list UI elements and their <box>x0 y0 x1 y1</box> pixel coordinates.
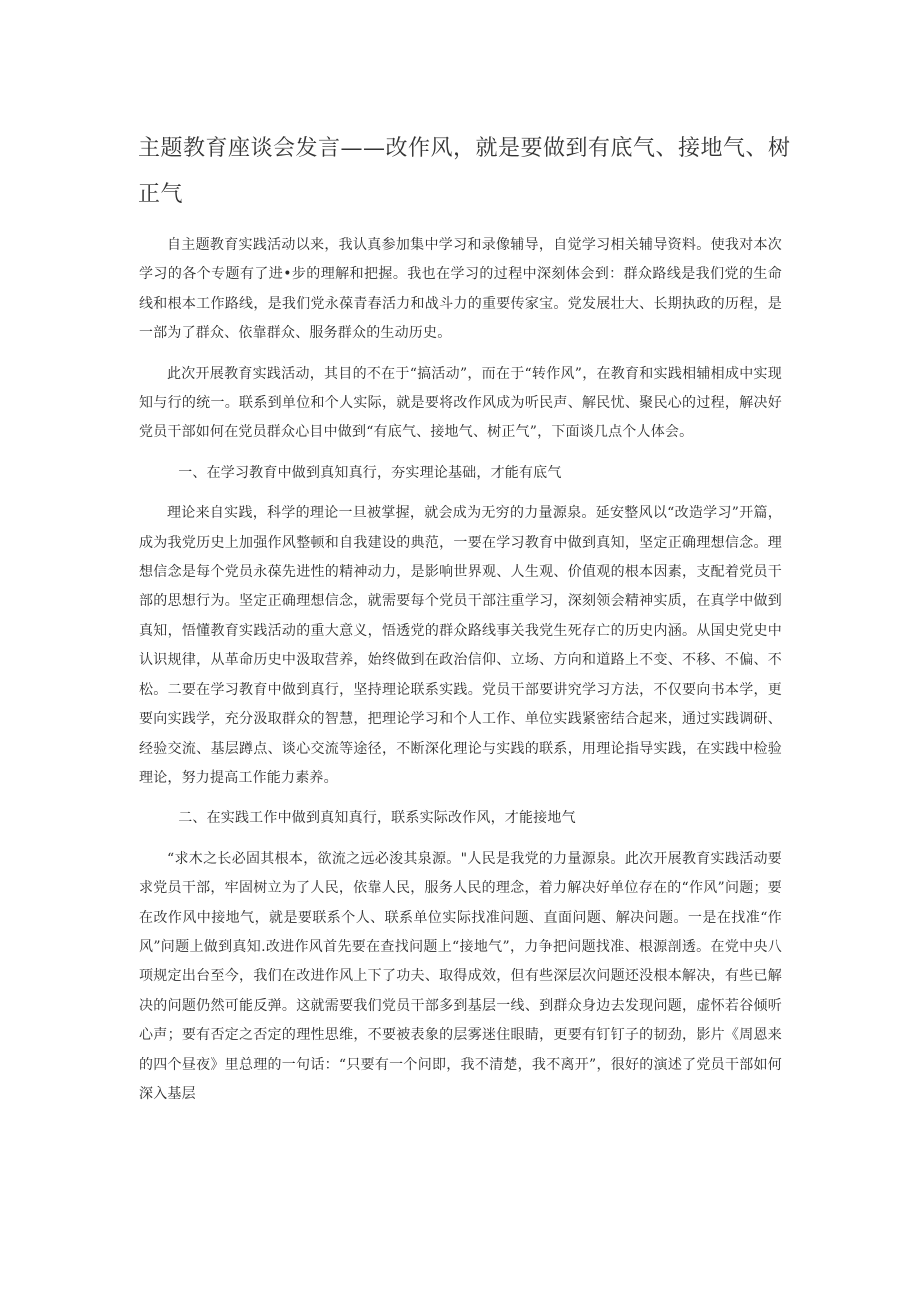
paragraph-purpose: 此次开展教育实践活动，其目的不在于“搞活动”，而在于“转作风”，在教育和实践相辅相成中实现知与行的统一。联系到单位和个人实际，就是要将改作风成为听民声、解民忧、聚民心的过程，解决好党员干部如何在党员群众心目中做到“有底气、接地气、树正气”，下面谈几点个人体会。 <box>139 365 782 441</box>
document-title: 主题教育座谈会发言——改作风，就是要做到有底气、接地气、树正气 <box>138 136 791 207</box>
section-heading-2: 二、在实践工作中做到真知真行，联系实际改作风，才能接地气 <box>178 810 576 827</box>
paragraph-practice: “求木之长必固其根本，欲流之远必浚其泉源。"人民是我党的力量源泉。此次开展教育实践活动要求党员干部，牢固树立为了人民，依靠人民，服务人民的理念，着力解决好单位存在的“作风”问题；要在改作风中接地气，就是要联系个人、联系单位实际找准问题、直面问题、解决问题。一是在找准“作风”问题上做到真知.改进作风首先要在查找问题上“接地气”，力争把问题找准、根源剖透。在党中央八项规定出台至今，我们在改进作风上下了功夫、取得成效，但有些深层次问题还没根本解决，有些已解决的问题仍然可能反弹。这就需要我们党员干部多到基层一线、到群众身边去发现问题，虚怀若谷倾听心声；要有否定之否定的理性思维，不要被表象的层雾迷住眼睛，更要有钉钉子的韧劲，影片《周恩来的四个昼夜》里总理的一句话：“只要有一个问即，我不清楚，我不离开”，很好的演述了党员干部如何深入基层 <box>139 850 782 1102</box>
paragraph-intro: 自主题教育实践活动以来，我认真参加集中学习和录像辅导，自觉学习相关辅导资料。使我对本次学习的各个专题有了进•步的理解和把握。我也在学习的过程中深刻体会到：群众路线是我们党的生命线和根本工作路线，是我们党永葆青春活力和战斗力的重要传家宝。党发展壮大、长期执政的历程，是一部为了群众、依靠群众、服务群众的生动历史。 <box>139 237 782 342</box>
paragraph-theory: 理论来自实践，科学的理论一旦被掌握，就会成为无穷的力量源泉。延安整风以“改造学习”开篇，成为我党历史上加强作风整顿和自我建设的典范，一要在学习教育中做到真知，坚定正确理想信念。理想信念是每个党员永葆先进性的精神动力，是影响世界观、人生观、价值观的根本因素，支配着党员干部的思想行为。坚定正确理想信念，就需要每个党员干部注重学习，深刻领会精神实质，在真学中做到真知，悟懂教育实践活动的重大意义，悟透党的群众路线事关我党生死存亡的历史内涵。从国史党史中认识规律，从革命历史中汲取营养，始终做到在政治信仰、立场、方向和道路上不变、不移、不偏、不松。二要在学习教育中做到真行，坚持理论联系实践。党员干部要讲究学习方法，不仅要向书本学，更要向实践学，充分汲取群众的智慧，把理论学习和个人工作、单位实践紧密结合起来，通过实践调研、经验交流、基层蹲点、谈心交流等途径，不断深化理论与实践的联系，用理论指导实践，在实践中检验理论，努力提高工作能力素养。 <box>139 505 782 786</box>
document-body <box>139 231 782 1120</box>
section-heading-1: 一、在学习教育中做到真知真行，夯实理论基础，才能有底气 <box>178 464 562 481</box>
